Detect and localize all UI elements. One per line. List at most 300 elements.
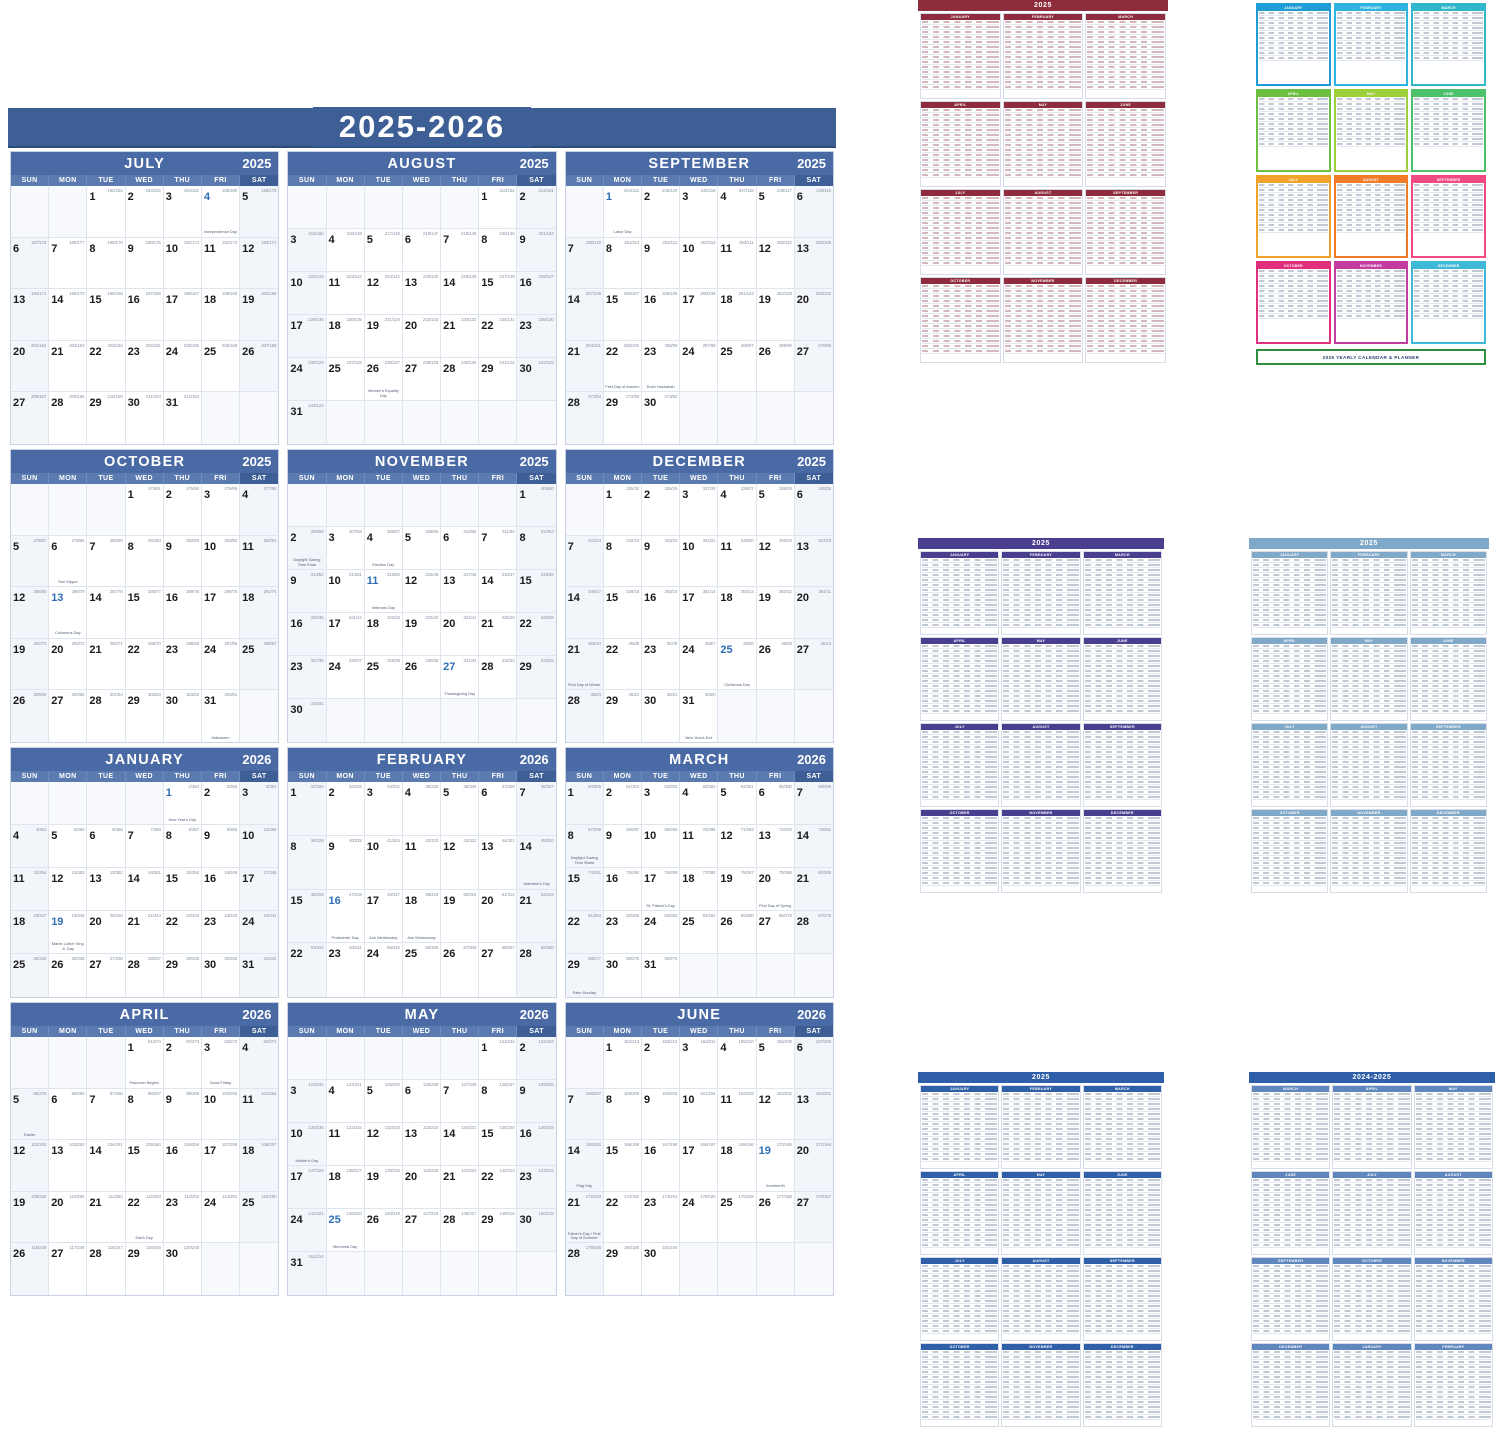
day-cell[interactable] bbox=[718, 1192, 756, 1244]
day-cell[interactable] bbox=[680, 782, 718, 825]
day-cell[interactable] bbox=[517, 527, 555, 570]
thumbnail-calendar-purple[interactable] bbox=[918, 538, 1164, 914]
day-cell[interactable] bbox=[365, 1209, 403, 1252]
day-cell[interactable] bbox=[757, 825, 795, 868]
day-cell[interactable] bbox=[288, 315, 326, 358]
day-cell[interactable] bbox=[126, 1192, 164, 1244]
day-cell[interactable] bbox=[288, 570, 326, 613]
day-cell[interactable] bbox=[718, 341, 756, 393]
day-cell[interactable] bbox=[566, 1243, 604, 1295]
day-cell[interactable] bbox=[757, 911, 795, 954]
day-cell[interactable] bbox=[327, 527, 365, 570]
day-cell[interactable] bbox=[49, 536, 87, 588]
day-cell[interactable] bbox=[164, 868, 202, 911]
day-cell[interactable] bbox=[365, 1080, 403, 1123]
day-cell[interactable] bbox=[202, 690, 240, 742]
day-cell[interactable] bbox=[49, 587, 87, 639]
day-cell[interactable] bbox=[11, 639, 49, 691]
day-cell[interactable] bbox=[479, 613, 517, 656]
day-cell[interactable] bbox=[403, 656, 441, 699]
day-cell[interactable] bbox=[566, 289, 604, 341]
day-cell[interactable] bbox=[87, 392, 125, 444]
day-cell[interactable] bbox=[795, 484, 833, 536]
day-cell[interactable] bbox=[479, 272, 517, 315]
day-cell[interactable] bbox=[642, 1037, 680, 1089]
day-cell[interactable] bbox=[566, 782, 604, 825]
day-cell[interactable] bbox=[11, 392, 49, 444]
day-cell[interactable] bbox=[403, 613, 441, 656]
day-cell[interactable] bbox=[11, 341, 49, 393]
day-cell[interactable] bbox=[240, 484, 278, 536]
day-cell[interactable] bbox=[517, 836, 555, 890]
day-cell[interactable] bbox=[680, 825, 718, 868]
day-cell[interactable] bbox=[240, 1089, 278, 1141]
day-cell[interactable] bbox=[441, 1209, 479, 1252]
day-cell[interactable] bbox=[288, 836, 326, 890]
day-cell[interactable] bbox=[642, 392, 680, 444]
day-cell[interactable] bbox=[642, 1243, 680, 1295]
day-cell[interactable] bbox=[566, 690, 604, 742]
day-cell[interactable] bbox=[240, 639, 278, 691]
day-cell[interactable] bbox=[126, 954, 164, 997]
day-cell[interactable] bbox=[202, 1192, 240, 1244]
day-cell[interactable] bbox=[202, 186, 240, 238]
day-cell[interactable] bbox=[795, 1037, 833, 1089]
day-cell[interactable] bbox=[365, 1166, 403, 1209]
day-cell[interactable] bbox=[202, 289, 240, 341]
day-cell[interactable] bbox=[327, 782, 365, 836]
day-cell[interactable] bbox=[126, 238, 164, 290]
day-cell[interactable] bbox=[441, 656, 479, 699]
day-cell[interactable] bbox=[795, 1140, 833, 1192]
day-cell[interactable] bbox=[327, 315, 365, 358]
day-cell[interactable] bbox=[441, 943, 479, 997]
day-cell[interactable] bbox=[240, 186, 278, 238]
day-cell[interactable] bbox=[604, 536, 642, 588]
day-cell[interactable] bbox=[164, 911, 202, 954]
day-cell[interactable] bbox=[202, 911, 240, 954]
day-cell[interactable] bbox=[642, 1140, 680, 1192]
day-cell[interactable] bbox=[604, 289, 642, 341]
day-cell[interactable] bbox=[517, 1123, 555, 1166]
day-cell[interactable] bbox=[479, 186, 517, 229]
day-cell[interactable] bbox=[680, 289, 718, 341]
day-cell[interactable] bbox=[126, 911, 164, 954]
day-cell[interactable] bbox=[365, 890, 403, 944]
day-cell[interactable] bbox=[566, 536, 604, 588]
day-cell[interactable] bbox=[642, 782, 680, 825]
day-cell[interactable] bbox=[288, 358, 326, 401]
day-cell[interactable] bbox=[11, 536, 49, 588]
day-cell[interactable] bbox=[642, 1089, 680, 1141]
day-cell[interactable] bbox=[403, 229, 441, 272]
day-cell[interactable] bbox=[11, 289, 49, 341]
day-cell[interactable] bbox=[49, 289, 87, 341]
day-cell[interactable] bbox=[49, 1243, 87, 1295]
day-cell[interactable] bbox=[164, 1140, 202, 1192]
day-cell[interactable] bbox=[240, 911, 278, 954]
day-cell[interactable] bbox=[126, 484, 164, 536]
day-cell[interactable] bbox=[49, 1089, 87, 1141]
day-cell[interactable] bbox=[441, 890, 479, 944]
day-cell[interactable] bbox=[11, 238, 49, 290]
day-cell[interactable] bbox=[795, 911, 833, 954]
day-cell[interactable] bbox=[327, 1166, 365, 1209]
day-cell[interactable] bbox=[604, 690, 642, 742]
day-cell[interactable] bbox=[718, 639, 756, 691]
day-cell[interactable] bbox=[642, 186, 680, 238]
day-cell[interactable] bbox=[642, 587, 680, 639]
day-cell[interactable] bbox=[164, 1089, 202, 1141]
day-cell[interactable] bbox=[403, 1166, 441, 1209]
day-cell[interactable] bbox=[680, 1037, 718, 1089]
day-cell[interactable] bbox=[479, 358, 517, 401]
day-cell[interactable] bbox=[49, 868, 87, 911]
day-cell[interactable] bbox=[240, 825, 278, 868]
day-cell[interactable] bbox=[327, 613, 365, 656]
day-cell[interactable] bbox=[49, 954, 87, 997]
day-cell[interactable] bbox=[240, 536, 278, 588]
day-cell[interactable] bbox=[403, 570, 441, 613]
day-cell[interactable] bbox=[288, 229, 326, 272]
day-cell[interactable] bbox=[680, 868, 718, 911]
day-cell[interactable] bbox=[240, 289, 278, 341]
day-cell[interactable] bbox=[327, 272, 365, 315]
day-cell[interactable] bbox=[479, 315, 517, 358]
day-cell[interactable] bbox=[202, 954, 240, 997]
day-cell[interactable] bbox=[87, 289, 125, 341]
day-cell[interactable] bbox=[642, 825, 680, 868]
day-cell[interactable] bbox=[566, 639, 604, 691]
day-cell[interactable] bbox=[441, 613, 479, 656]
day-cell[interactable] bbox=[479, 656, 517, 699]
day-cell[interactable] bbox=[87, 238, 125, 290]
day-cell[interactable] bbox=[365, 943, 403, 997]
day-cell[interactable] bbox=[757, 1089, 795, 1141]
day-cell[interactable] bbox=[403, 358, 441, 401]
day-cell[interactable] bbox=[566, 911, 604, 954]
day-cell[interactable] bbox=[365, 782, 403, 836]
day-cell[interactable] bbox=[795, 1192, 833, 1244]
day-cell[interactable] bbox=[795, 186, 833, 238]
thumbnail-calendar-maroon[interactable] bbox=[918, 0, 1168, 388]
day-cell[interactable] bbox=[604, 341, 642, 393]
day-cell[interactable] bbox=[11, 587, 49, 639]
day-cell[interactable] bbox=[680, 484, 718, 536]
day-cell[interactable] bbox=[479, 836, 517, 890]
day-cell[interactable] bbox=[642, 639, 680, 691]
day-cell[interactable] bbox=[365, 358, 403, 401]
day-cell[interactable] bbox=[604, 1140, 642, 1192]
day-cell[interactable] bbox=[517, 1037, 555, 1080]
day-cell[interactable] bbox=[642, 536, 680, 588]
day-cell[interactable] bbox=[441, 315, 479, 358]
day-cell[interactable] bbox=[288, 1080, 326, 1123]
day-cell[interactable] bbox=[164, 392, 202, 444]
day-cell[interactable] bbox=[757, 341, 795, 393]
day-cell[interactable] bbox=[566, 1140, 604, 1192]
day-cell[interactable] bbox=[11, 868, 49, 911]
day-cell[interactable] bbox=[757, 1037, 795, 1089]
day-cell[interactable] bbox=[604, 1243, 642, 1295]
day-cell[interactable] bbox=[757, 587, 795, 639]
day-cell[interactable] bbox=[566, 238, 604, 290]
day-cell[interactable] bbox=[87, 911, 125, 954]
day-cell[interactable] bbox=[49, 238, 87, 290]
day-cell[interactable] bbox=[49, 911, 87, 954]
day-cell[interactable] bbox=[604, 587, 642, 639]
day-cell[interactable] bbox=[517, 272, 555, 315]
day-cell[interactable] bbox=[288, 656, 326, 699]
day-cell[interactable] bbox=[604, 782, 642, 825]
day-cell[interactable] bbox=[604, 825, 642, 868]
day-cell[interactable] bbox=[240, 868, 278, 911]
day-cell[interactable] bbox=[240, 1140, 278, 1192]
day-cell[interactable] bbox=[718, 587, 756, 639]
day-cell[interactable] bbox=[757, 536, 795, 588]
day-cell[interactable] bbox=[757, 1192, 795, 1244]
day-cell[interactable] bbox=[164, 1192, 202, 1244]
day-cell[interactable] bbox=[403, 272, 441, 315]
day-cell[interactable] bbox=[87, 1140, 125, 1192]
day-cell[interactable] bbox=[87, 1192, 125, 1244]
day-cell[interactable] bbox=[11, 954, 49, 997]
day-cell[interactable] bbox=[240, 341, 278, 393]
day-cell[interactable] bbox=[795, 238, 833, 290]
day-cell[interactable] bbox=[680, 690, 718, 742]
day-cell[interactable] bbox=[479, 890, 517, 944]
day-cell[interactable] bbox=[126, 587, 164, 639]
day-cell[interactable] bbox=[718, 536, 756, 588]
day-cell[interactable] bbox=[403, 890, 441, 944]
day-cell[interactable] bbox=[240, 587, 278, 639]
day-cell[interactable] bbox=[680, 536, 718, 588]
day-cell[interactable] bbox=[642, 690, 680, 742]
day-cell[interactable] bbox=[718, 289, 756, 341]
day-cell[interactable] bbox=[288, 1209, 326, 1252]
day-cell[interactable] bbox=[642, 911, 680, 954]
day-cell[interactable] bbox=[517, 186, 555, 229]
day-cell[interactable] bbox=[680, 911, 718, 954]
day-cell[interactable] bbox=[757, 782, 795, 825]
day-cell[interactable] bbox=[87, 341, 125, 393]
day-cell[interactable] bbox=[202, 536, 240, 588]
day-cell[interactable] bbox=[517, 656, 555, 699]
day-cell[interactable] bbox=[479, 1209, 517, 1252]
day-cell[interactable] bbox=[240, 238, 278, 290]
day-cell[interactable] bbox=[126, 536, 164, 588]
day-cell[interactable] bbox=[718, 186, 756, 238]
day-cell[interactable] bbox=[718, 911, 756, 954]
day-cell[interactable] bbox=[441, 358, 479, 401]
day-cell[interactable] bbox=[757, 289, 795, 341]
day-cell[interactable] bbox=[441, 527, 479, 570]
day-cell[interactable] bbox=[403, 782, 441, 836]
day-cell[interactable] bbox=[327, 943, 365, 997]
day-cell[interactable] bbox=[87, 587, 125, 639]
day-cell[interactable] bbox=[126, 690, 164, 742]
day-cell[interactable] bbox=[718, 868, 756, 911]
day-cell[interactable] bbox=[795, 868, 833, 911]
day-cell[interactable] bbox=[49, 639, 87, 691]
day-cell[interactable] bbox=[327, 836, 365, 890]
day-cell[interactable] bbox=[11, 1140, 49, 1192]
day-cell[interactable] bbox=[566, 954, 604, 997]
day-cell[interactable] bbox=[441, 570, 479, 613]
day-cell[interactable] bbox=[202, 868, 240, 911]
day-cell[interactable] bbox=[164, 639, 202, 691]
day-cell[interactable] bbox=[126, 289, 164, 341]
day-cell[interactable] bbox=[757, 868, 795, 911]
day-cell[interactable] bbox=[479, 229, 517, 272]
day-cell[interactable] bbox=[718, 1037, 756, 1089]
day-cell[interactable] bbox=[327, 1080, 365, 1123]
day-cell[interactable] bbox=[403, 315, 441, 358]
day-cell[interactable] bbox=[164, 1037, 202, 1089]
day-cell[interactable] bbox=[11, 1192, 49, 1244]
day-cell[interactable] bbox=[202, 238, 240, 290]
day-cell[interactable] bbox=[327, 570, 365, 613]
day-cell[interactable] bbox=[240, 1192, 278, 1244]
day-cell[interactable] bbox=[566, 1089, 604, 1141]
day-cell[interactable] bbox=[202, 1037, 240, 1089]
day-cell[interactable] bbox=[517, 484, 555, 527]
day-cell[interactable] bbox=[202, 1140, 240, 1192]
day-cell[interactable] bbox=[164, 341, 202, 393]
day-cell[interactable] bbox=[680, 1140, 718, 1192]
day-cell[interactable] bbox=[757, 484, 795, 536]
day-cell[interactable] bbox=[795, 536, 833, 588]
day-cell[interactable] bbox=[680, 186, 718, 238]
day-cell[interactable] bbox=[11, 690, 49, 742]
day-cell[interactable] bbox=[566, 341, 604, 393]
day-cell[interactable] bbox=[49, 1140, 87, 1192]
day-cell[interactable] bbox=[604, 954, 642, 997]
day-cell[interactable] bbox=[680, 639, 718, 691]
day-cell[interactable] bbox=[680, 587, 718, 639]
day-cell[interactable] bbox=[795, 587, 833, 639]
day-cell[interactable] bbox=[479, 527, 517, 570]
day-cell[interactable] bbox=[517, 1209, 555, 1252]
day-cell[interactable] bbox=[288, 401, 326, 444]
day-cell[interactable] bbox=[517, 613, 555, 656]
day-cell[interactable] bbox=[718, 238, 756, 290]
day-cell[interactable] bbox=[49, 392, 87, 444]
day-cell[interactable] bbox=[87, 639, 125, 691]
day-cell[interactable] bbox=[164, 782, 202, 825]
day-cell[interactable] bbox=[202, 484, 240, 536]
day-cell[interactable] bbox=[718, 484, 756, 536]
day-cell[interactable] bbox=[403, 836, 441, 890]
day-cell[interactable] bbox=[87, 186, 125, 238]
day-cell[interactable] bbox=[164, 690, 202, 742]
day-cell[interactable] bbox=[87, 536, 125, 588]
day-cell[interactable] bbox=[604, 186, 642, 238]
day-cell[interactable] bbox=[566, 1192, 604, 1244]
day-cell[interactable] bbox=[164, 186, 202, 238]
day-cell[interactable] bbox=[87, 954, 125, 997]
day-cell[interactable] bbox=[288, 782, 326, 836]
day-cell[interactable] bbox=[327, 229, 365, 272]
day-cell[interactable] bbox=[604, 1089, 642, 1141]
day-cell[interactable] bbox=[49, 825, 87, 868]
day-cell[interactable] bbox=[288, 527, 326, 570]
day-cell[interactable] bbox=[718, 1140, 756, 1192]
day-cell[interactable] bbox=[87, 1089, 125, 1141]
day-cell[interactable] bbox=[202, 587, 240, 639]
day-cell[interactable] bbox=[441, 1123, 479, 1166]
day-cell[interactable] bbox=[327, 358, 365, 401]
day-cell[interactable] bbox=[680, 1089, 718, 1141]
day-cell[interactable] bbox=[164, 1243, 202, 1295]
day-cell[interactable] bbox=[202, 639, 240, 691]
day-cell[interactable] bbox=[718, 825, 756, 868]
day-cell[interactable] bbox=[479, 1166, 517, 1209]
day-cell[interactable] bbox=[517, 1080, 555, 1123]
day-cell[interactable] bbox=[164, 238, 202, 290]
day-cell[interactable] bbox=[403, 943, 441, 997]
day-cell[interactable] bbox=[164, 536, 202, 588]
day-cell[interactable] bbox=[517, 315, 555, 358]
thumbnail-calendar-rainbow[interactable] bbox=[1253, 0, 1489, 388]
day-cell[interactable] bbox=[365, 613, 403, 656]
day-cell[interactable] bbox=[126, 392, 164, 444]
day-cell[interactable] bbox=[566, 587, 604, 639]
day-cell[interactable] bbox=[479, 570, 517, 613]
day-cell[interactable] bbox=[517, 1166, 555, 1209]
day-cell[interactable] bbox=[126, 639, 164, 691]
day-cell[interactable] bbox=[365, 272, 403, 315]
day-cell[interactable] bbox=[288, 699, 326, 742]
day-cell[interactable] bbox=[604, 639, 642, 691]
day-cell[interactable] bbox=[680, 1192, 718, 1244]
day-cell[interactable] bbox=[365, 836, 403, 890]
day-cell[interactable] bbox=[164, 289, 202, 341]
day-cell[interactable] bbox=[403, 1080, 441, 1123]
day-cell[interactable] bbox=[680, 341, 718, 393]
day-cell[interactable] bbox=[365, 1123, 403, 1166]
day-cell[interactable] bbox=[126, 1037, 164, 1089]
day-cell[interactable] bbox=[327, 1123, 365, 1166]
day-cell[interactable] bbox=[126, 1140, 164, 1192]
day-cell[interactable] bbox=[365, 656, 403, 699]
day-cell[interactable] bbox=[795, 1089, 833, 1141]
day-cell[interactable] bbox=[202, 825, 240, 868]
day-cell[interactable] bbox=[795, 782, 833, 825]
day-cell[interactable] bbox=[441, 836, 479, 890]
day-cell[interactable] bbox=[757, 186, 795, 238]
day-cell[interactable] bbox=[604, 1192, 642, 1244]
day-cell[interactable] bbox=[403, 1209, 441, 1252]
day-cell[interactable] bbox=[126, 825, 164, 868]
day-cell[interactable] bbox=[403, 527, 441, 570]
day-cell[interactable] bbox=[517, 943, 555, 997]
day-cell[interactable] bbox=[288, 1252, 326, 1295]
day-cell[interactable] bbox=[164, 484, 202, 536]
day-cell[interactable] bbox=[288, 272, 326, 315]
day-cell[interactable] bbox=[288, 943, 326, 997]
day-cell[interactable] bbox=[642, 954, 680, 997]
day-cell[interactable] bbox=[11, 1243, 49, 1295]
day-cell[interactable] bbox=[642, 1192, 680, 1244]
day-cell[interactable] bbox=[604, 392, 642, 444]
day-cell[interactable] bbox=[202, 341, 240, 393]
day-cell[interactable] bbox=[517, 570, 555, 613]
day-cell[interactable] bbox=[718, 782, 756, 825]
day-cell[interactable] bbox=[566, 868, 604, 911]
day-cell[interactable] bbox=[202, 1089, 240, 1141]
day-cell[interactable] bbox=[126, 1243, 164, 1295]
